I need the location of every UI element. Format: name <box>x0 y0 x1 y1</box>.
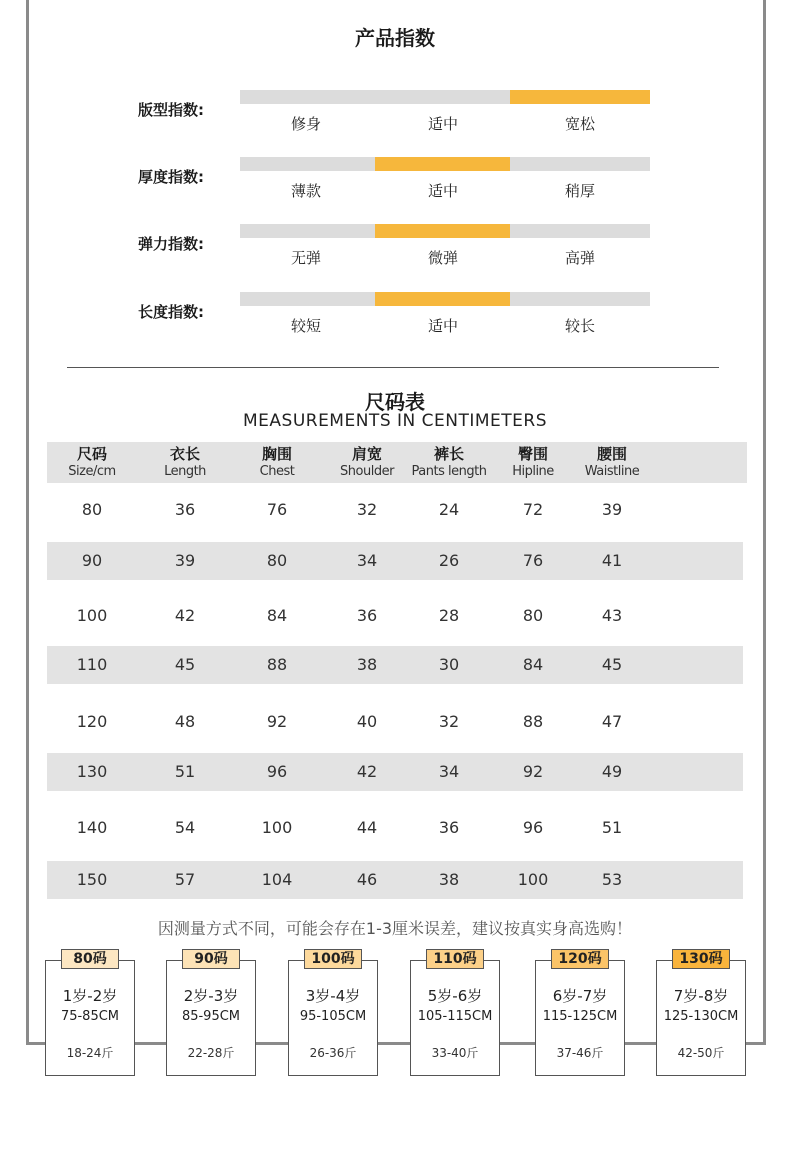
size-card <box>166 951 256 1076</box>
card-weight: 42-50斤 <box>677 1046 725 1060</box>
size-card <box>656 951 746 1076</box>
card-weight: 37-46斤 <box>556 1046 604 1060</box>
table-cell: 100 <box>76 606 108 625</box>
index-label: 厚度指数: <box>138 168 204 186</box>
index-bar <box>240 224 650 238</box>
index-bar-highlight <box>375 292 510 306</box>
table-cell: 26 <box>438 551 460 570</box>
table-row <box>47 703 743 741</box>
index-bar-highlight <box>510 90 650 104</box>
table-cell: 150 <box>76 870 108 889</box>
table-row <box>47 542 743 580</box>
table-cell: 40 <box>356 712 378 731</box>
size-card <box>535 951 625 1076</box>
table-cell: 45 <box>174 655 196 674</box>
table-cell: 42 <box>356 762 378 781</box>
card-age: 7岁-8岁 <box>673 987 729 1005</box>
column-header <box>557 446 667 480</box>
product-index-title: 产品指数 <box>355 26 435 50</box>
table-cell: 39 <box>601 500 623 519</box>
table-cell: 92 <box>522 762 544 781</box>
table-cell: 36 <box>438 818 460 837</box>
table-row <box>47 597 743 635</box>
card-height: 125-130CM <box>663 1009 739 1024</box>
table-cell: 96 <box>266 762 288 781</box>
size-badge: 100码 <box>304 949 362 969</box>
index-bar-highlight <box>375 157 510 171</box>
card-age: 3岁-4岁 <box>305 987 361 1005</box>
column-header-en: Chest <box>259 464 295 479</box>
table-cell: 51 <box>601 818 623 837</box>
size-badge: 130码 <box>672 949 730 969</box>
index-bar <box>240 90 650 104</box>
table-cell: 44 <box>356 818 378 837</box>
table-cell: 34 <box>438 762 460 781</box>
table-cell: 76 <box>522 551 544 570</box>
column-header-en: Size/cm <box>68 464 116 479</box>
size-badge: 120码 <box>551 949 609 969</box>
table-cell: 120 <box>76 712 108 731</box>
size-chart-subtitle: MEASUREMENTS IN CENTIMETERS <box>242 411 548 431</box>
table-cell: 88 <box>266 655 288 674</box>
frame-bottom-border <box>26 1042 766 1045</box>
table-cell: 32 <box>438 712 460 731</box>
table-cell: 38 <box>356 655 378 674</box>
index-option: 较短 <box>290 317 321 335</box>
size-badge: 110码 <box>426 949 484 969</box>
index-option: 宽松 <box>564 115 595 133</box>
index-label: 版型指数: <box>138 101 204 119</box>
size-badge: 80码 <box>61 949 119 969</box>
table-row <box>47 861 743 899</box>
measurement-note: 因测量方式不同，可能会存在1-3厘米误差，建议按真实身高选购！ <box>157 919 633 938</box>
table-cell: 30 <box>438 655 460 674</box>
index-option: 微弹 <box>427 249 458 267</box>
size-table-header <box>47 442 747 483</box>
card-age: 6岁-7岁 <box>552 987 608 1005</box>
size-card <box>410 951 500 1076</box>
card-height: 85-95CM <box>181 1009 241 1024</box>
column-header-en: Length <box>164 464 206 479</box>
table-cell: 41 <box>601 551 623 570</box>
index-row <box>0 292 790 342</box>
card-weight: 33-40斤 <box>431 1046 479 1060</box>
table-cell: 92 <box>266 712 288 731</box>
index-label: 弹力指数: <box>138 235 204 253</box>
card-height: 105-115CM <box>417 1009 493 1024</box>
table-cell: 84 <box>266 606 288 625</box>
table-cell: 49 <box>601 762 623 781</box>
index-option: 较长 <box>564 317 595 335</box>
card-height: 115-125CM <box>542 1009 618 1024</box>
card-age: 1岁-2岁 <box>62 987 118 1005</box>
table-cell: 53 <box>601 870 623 889</box>
table-cell: 104 <box>261 870 293 889</box>
column-header-cn: 胸围 <box>261 445 292 463</box>
index-bar <box>240 292 650 306</box>
column-header-en: Pants length <box>411 464 487 479</box>
table-cell: 80 <box>522 606 544 625</box>
table-cell: 51 <box>174 762 196 781</box>
table-cell: 54 <box>174 818 196 837</box>
index-option: 稍厚 <box>564 182 595 200</box>
size-card <box>288 951 378 1076</box>
column-header-en: Shoulder <box>340 464 394 479</box>
card-weight: 18-24斤 <box>66 1046 114 1060</box>
index-row <box>0 157 790 207</box>
table-cell: 34 <box>356 551 378 570</box>
table-cell: 80 <box>81 500 103 519</box>
table-cell: 28 <box>438 606 460 625</box>
card-age: 5岁-6岁 <box>427 987 483 1005</box>
table-cell: 46 <box>356 870 378 889</box>
card-weight: 22-28斤 <box>187 1046 235 1060</box>
table-cell: 88 <box>522 712 544 731</box>
column-header-cn: 裤长 <box>433 445 464 463</box>
table-cell: 39 <box>174 551 196 570</box>
table-row <box>47 753 743 791</box>
card-age: 2岁-3岁 <box>183 987 239 1005</box>
table-cell: 140 <box>76 818 108 837</box>
index-row <box>0 224 790 274</box>
column-header-cn: 肩宽 <box>351 445 382 463</box>
table-row <box>47 646 743 684</box>
table-cell: 84 <box>522 655 544 674</box>
card-height: 95-105CM <box>299 1009 367 1024</box>
table-cell: 100 <box>261 818 293 837</box>
index-option: 适中 <box>427 115 458 133</box>
table-row <box>47 491 743 529</box>
index-option: 高弹 <box>564 249 595 267</box>
index-bar-highlight <box>375 224 510 238</box>
table-cell: 57 <box>174 870 196 889</box>
table-cell: 48 <box>174 712 196 731</box>
table-cell: 36 <box>174 500 196 519</box>
table-cell: 45 <box>601 655 623 674</box>
index-option: 无弹 <box>290 249 321 267</box>
table-cell: 47 <box>601 712 623 731</box>
size-chart-title: 尺码表 <box>365 390 425 414</box>
column-header-en: Hipline <box>512 464 554 479</box>
column-header-en: Waistline <box>584 464 640 479</box>
index-bar <box>240 157 650 171</box>
column-header-cn: 腰围 <box>596 445 627 463</box>
index-option: 薄款 <box>290 182 321 200</box>
column-header-cn: 臀围 <box>517 445 548 463</box>
table-cell: 72 <box>522 500 544 519</box>
section-divider <box>67 367 719 368</box>
table-cell: 100 <box>517 870 549 889</box>
column-header-cn: 尺码 <box>76 445 107 463</box>
size-card <box>45 951 135 1076</box>
table-cell: 42 <box>174 606 196 625</box>
index-row <box>0 90 790 140</box>
table-cell: 96 <box>522 818 544 837</box>
index-option: 适中 <box>427 317 458 335</box>
table-cell: 36 <box>356 606 378 625</box>
card-weight: 26-36斤 <box>309 1046 357 1060</box>
index-label: 长度指数: <box>138 303 204 321</box>
table-cell: 90 <box>81 551 103 570</box>
card-height: 75-85CM <box>60 1009 120 1024</box>
table-cell: 76 <box>266 500 288 519</box>
table-cell: 38 <box>438 870 460 889</box>
table-cell: 32 <box>356 500 378 519</box>
size-badge: 90码 <box>182 949 240 969</box>
column-header-cn: 衣长 <box>169 445 200 463</box>
table-cell: 130 <box>76 762 108 781</box>
table-cell: 43 <box>601 606 623 625</box>
table-cell: 24 <box>438 500 460 519</box>
table-cell: 80 <box>266 551 288 570</box>
index-option: 适中 <box>427 182 458 200</box>
table-cell: 110 <box>76 655 108 674</box>
index-option: 修身 <box>290 115 321 133</box>
table-row <box>47 809 743 847</box>
